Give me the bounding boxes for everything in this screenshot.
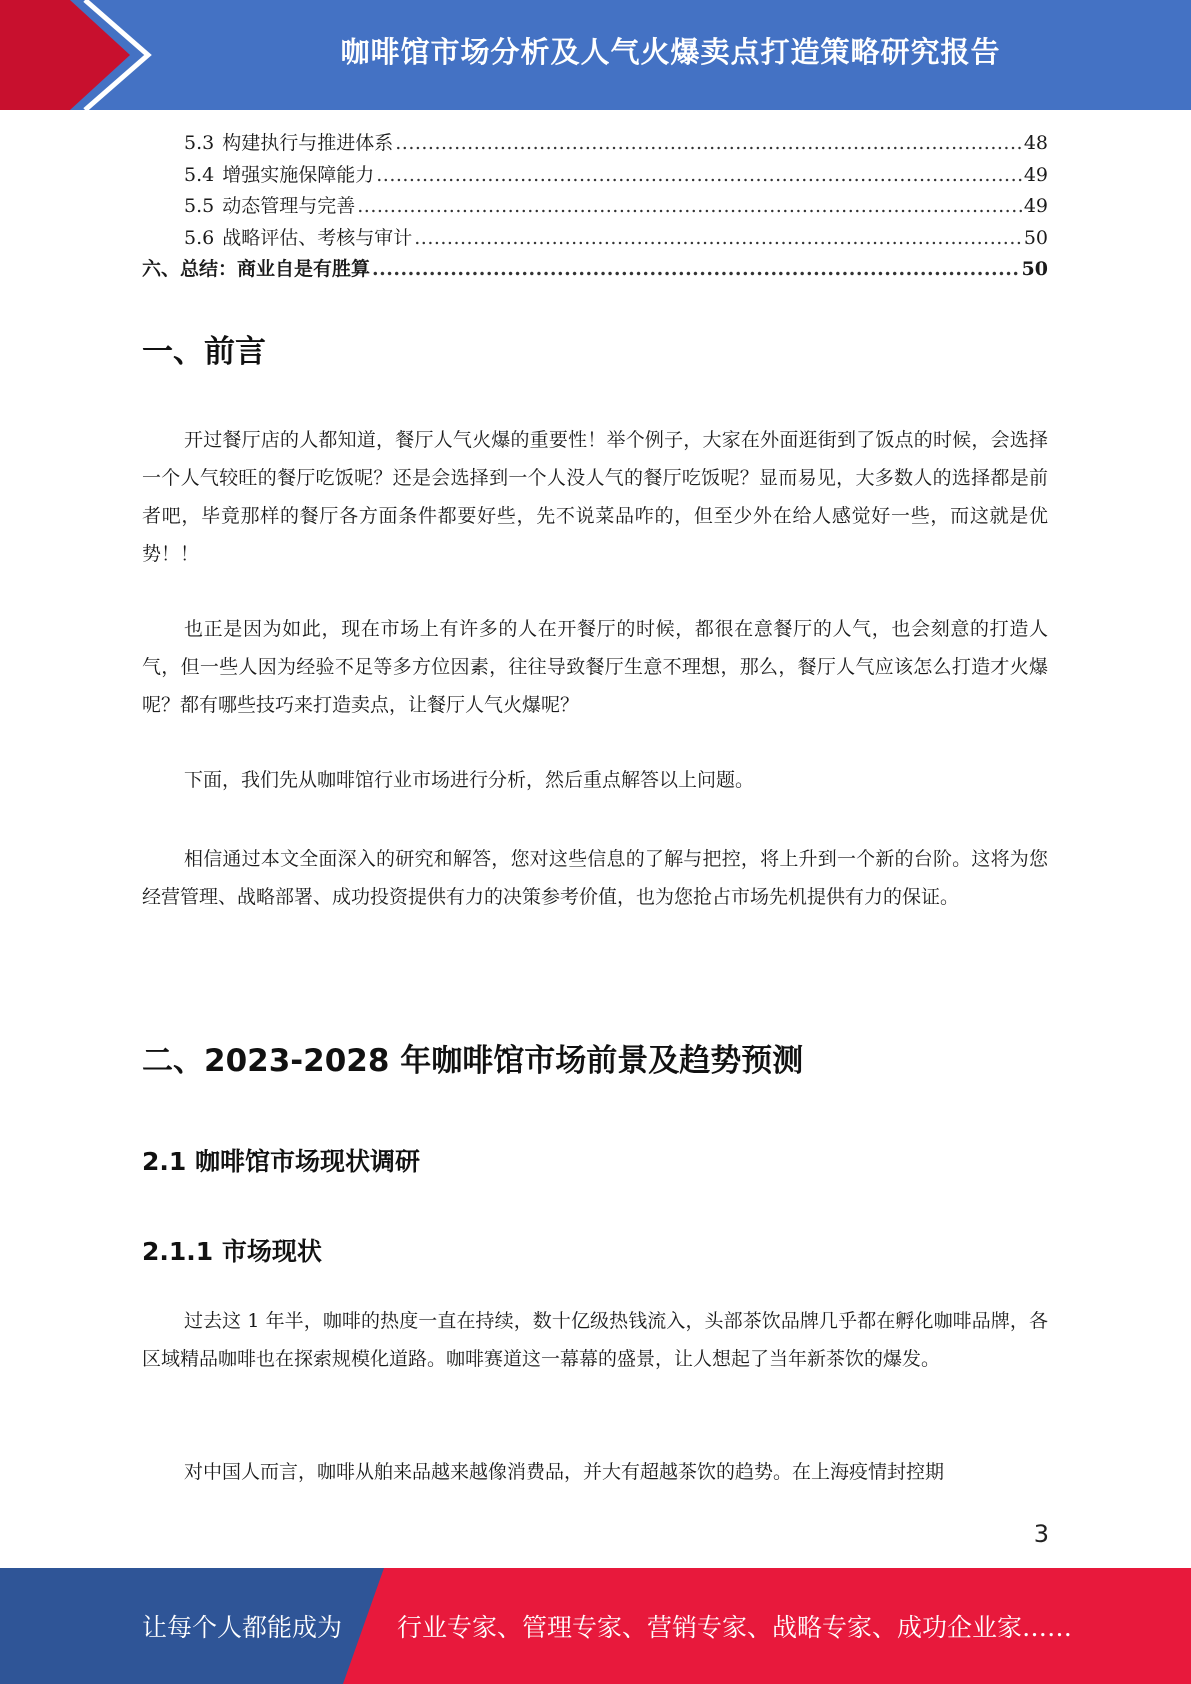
toc-label: 战略评估、考核与审计 [222,226,413,249]
header-banner [0,0,1191,110]
body-paragraph: 对中国人而言，咖啡从舶来品越来越像消费品，并大有超越茶饮的趋势。在上海疫情封控期 [184,1461,945,1483]
toc-leader [414,223,1022,255]
toc-label: 构建执行与推进体系 [222,132,394,154]
toc-entry[interactable] [142,223,1048,255]
subsection-heading-status: 2.1.1 市场现状 [142,1237,322,1266]
toc-label: 六、总结：商业自是有胜算 [142,258,371,280]
section-heading-preface: 一、前言 [142,334,266,370]
body-paragraph: 相信通过本文全面深入的研究和解答，您对这些信息的了解与把控，将上升到一个新的台阶。这将为您经营管理、战略部署、成功投资提供有力的决策参考价值，也为您抢占市场先机提供有力的保证。 [142,848,1048,908]
body-paragraph: 过去这 1 年半，咖啡的热度一直在持续，数十亿级热钱流入，头部茶饮品牌几乎都在孵化咖啡品牌，各区域精品咖啡也在探索规模化道路。咖啡赛道这一幕幕的盛景，让人想起了当年新茶饮的爆发。 [142,1310,1048,1370]
toc-label: 动态管理与完善 [222,195,356,217]
toc-entry[interactable] [142,191,1048,223]
toc-leader [376,160,1022,192]
toc-page: 48 [1023,132,1048,154]
toc-entry[interactable] [142,254,1048,286]
section-heading-forecast: 二、2023-2028 年咖啡馆市场前景及趋势预测 [142,1043,804,1079]
toc-leader [357,191,1022,223]
toc-number: 5.6 [184,226,215,249]
toc-leader [395,128,1022,160]
toc-page: 49 [1023,195,1048,217]
toc-label: 增强实施保障能力 [222,163,375,186]
page-number: 3 [1033,1520,1049,1548]
toc-number: 5.5 [184,195,215,217]
toc-entry[interactable] [142,160,1048,192]
subsection-heading-research: 2.1 咖啡馆市场现状调研 [142,1147,420,1176]
toc-leader [372,254,1020,286]
table-of-contents [142,128,1048,286]
body-paragraph: 也正是因为如此，现在市场上有许多的人在开餐厅的时候，都很在意餐厅的人气，也会刻意的打造人气，但一些人因为经验不足等多方位因素，往往导致餐厅生意不理想，那么，餐厅人气应该怎么打造才火爆呢？都有哪些技巧来打造卖点，让餐厅人气火爆呢？ [142,618,1048,716]
toc-number: 5.4 [184,163,215,186]
footer-slogan-left: 让每个人都能成为 [142,1613,343,1642]
toc-entry[interactable] [142,128,1048,160]
toc-page: 50 [1023,226,1048,249]
toc-page: 49 [1023,163,1048,186]
footer-slogan-right: 行业专家、管理专家、营销专家、战略专家、成功企业家…… [397,1613,1073,1642]
document-title: 咖啡馆市场分析及人气火爆卖点打造策略研究报告 [340,34,1001,69]
footer-banner [0,1568,1191,1684]
body-paragraph: 开过餐厅店的人都知道，餐厅人气火爆的重要性！举个例子，大家在外面逛街到了饭点的时候，会选择一个人气较旺的餐厅吃饭呢？还是会选择到一个人没人气的餐厅吃饭呢？显而易见，大多数人的选择都是前者吧，毕竟那样的餐厅各方面条件都要好些，先不说菜品咋的，但至少外在给人感觉好一些，而这就是优势！！ [142,429,1048,565]
body-paragraph: 下面，我们先从咖啡馆行业市场进行分析，然后重点解答以上问题。 [184,769,755,791]
toc-number: 5.3 [184,132,215,154]
toc-page: 50 [1021,258,1048,280]
